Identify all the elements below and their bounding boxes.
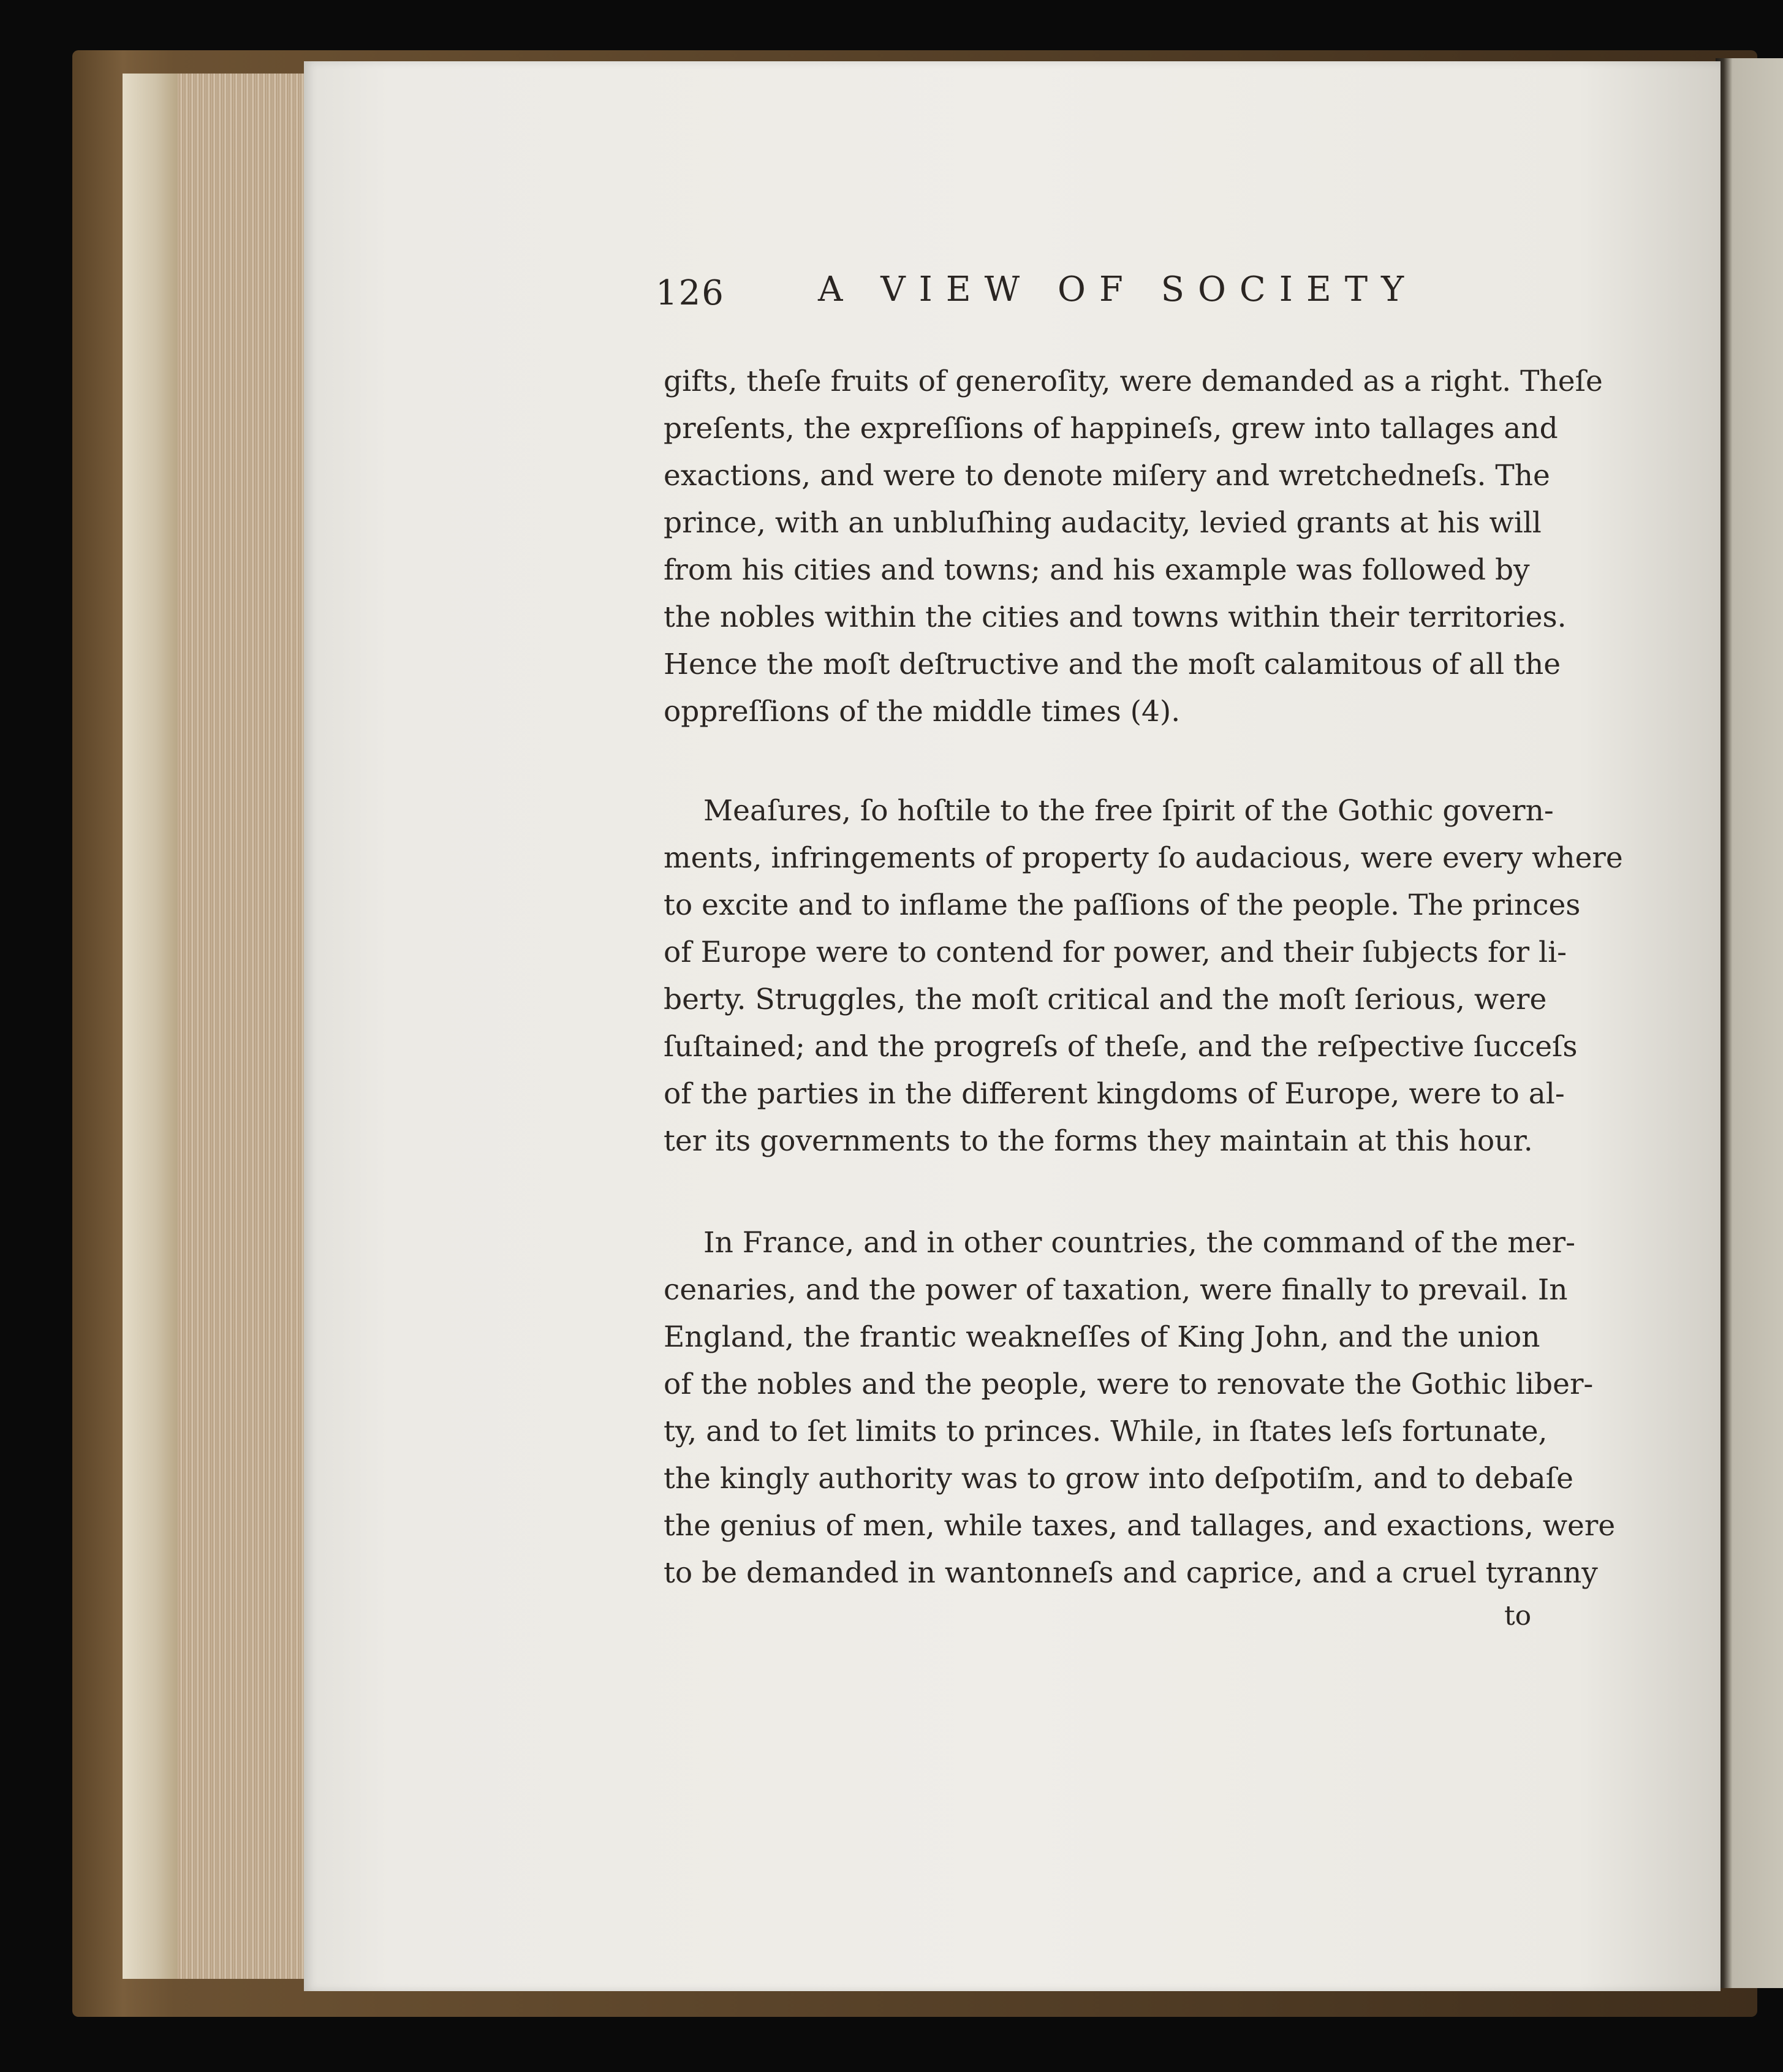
text-line: England, the frantic weakneſſes of King John, and the union xyxy=(664,1320,1540,1354)
text-line: ter its governments to the forms they maintain at this hour. xyxy=(664,1124,1533,1158)
text-line: Hence the moſt deſtructive and the moſt calamitous of all the xyxy=(664,648,1561,681)
paragraph-1 xyxy=(664,358,1603,735)
text-line: ments, infringements of property ſo audacious, were every where xyxy=(664,841,1623,875)
text-line: to be demanded in wantonneſs and caprice, and a cruel tyranny xyxy=(664,1556,1598,1590)
text-line: gifts, theſe fruits of generoſity, were demanded as a right. Theſe xyxy=(664,365,1603,398)
text-line: exactions, and were to denote miſery and wretchedneſs. The xyxy=(664,459,1550,493)
page-header xyxy=(656,270,1418,325)
page-edges-highlight xyxy=(123,74,178,1979)
text-line: preſents, the expreſſions of happineſs, grew into tallages and xyxy=(664,412,1558,445)
text-line: from his cities and towns; and his example was followed by xyxy=(664,553,1530,587)
text-line: of the nobles and the people, were to renovate the Gothic liber- xyxy=(664,1367,1594,1401)
text-line: In France, and in other countries, the command of the mer- xyxy=(703,1226,1576,1260)
text-line: of Europe were to contend for power, and their ſubjects for li- xyxy=(664,936,1567,969)
text-line: prince, with an unbluſhing audacity, levied grants at his will xyxy=(664,506,1542,540)
page-number: 126 xyxy=(656,273,725,313)
text-line: berty. Struggles, the moſt critical and the moſt ſerious, were xyxy=(664,983,1547,1016)
text-line: to excite and to inflame the paſſions of the people. The princes xyxy=(664,888,1581,922)
text-line: cenaries, and the power of taxation, were finally to prevail. In xyxy=(664,1273,1568,1307)
text-line: ſuſtained; and the progreſs of theſe, and the reſpective ſucceſs xyxy=(664,1030,1578,1064)
text-line: Meaſures, ſo hoſtile to the free ſpirit of the Gothic govern- xyxy=(703,794,1554,828)
paragraph-3 xyxy=(664,1219,1616,1597)
text-line: the genius of men, while taxes, and tallages, and exactions, were xyxy=(664,1509,1616,1543)
running-title: A VIEW OF SOCIETY xyxy=(818,270,1418,309)
paragraph-2 xyxy=(664,787,1623,1165)
text-line: of the parties in the different kingdoms of Europe, were to al- xyxy=(664,1077,1565,1111)
facing-page-edge xyxy=(1716,58,1783,1988)
catchword: to xyxy=(1504,1600,1532,1632)
text-line: oppreſſions of the middle times (4). xyxy=(664,695,1181,728)
text-line: the nobles within the cities and towns within their territories. xyxy=(664,600,1567,634)
text-line: ty, and to ſet limits to princes. While, in ſtates leſs fortunate, xyxy=(664,1415,1548,1448)
text-line: the kingly authority was to grow into deſpotiſm, and to debaſe xyxy=(664,1462,1573,1495)
